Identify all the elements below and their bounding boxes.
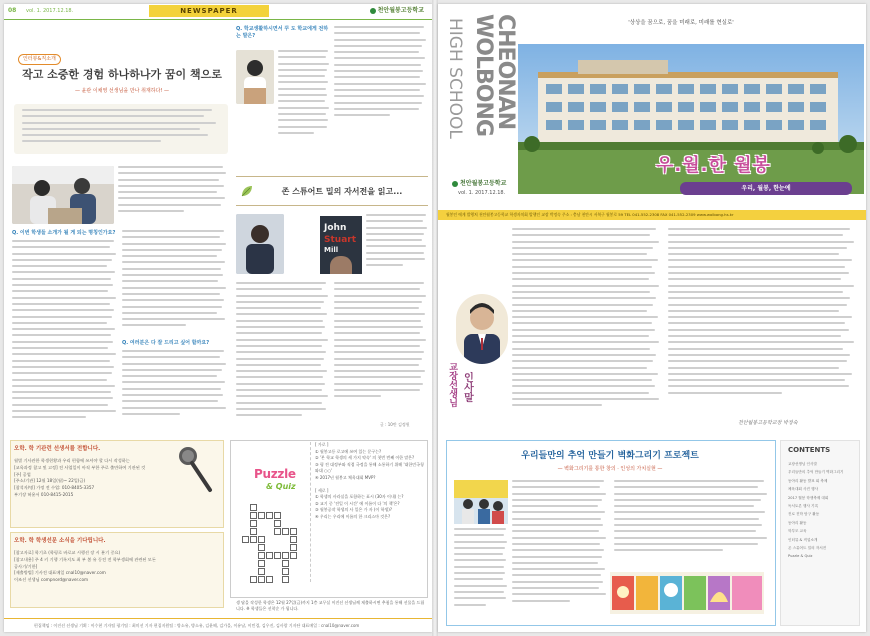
crossword-cell[interactable] — [258, 536, 265, 543]
crossword-cell[interactable] — [258, 560, 265, 567]
article1-lead — [14, 104, 228, 154]
clue-line: ② 교기 중 '전일 이 시간' 에 이름이 다 '의 책'은? — [315, 500, 400, 506]
contents-list — [788, 460, 858, 561]
clue-line: ④ 2017년 월봉고 체육대회 MVP? — [315, 474, 376, 480]
article1-column3 — [278, 50, 330, 154]
principal-caption-2: 인사말 — [461, 372, 473, 402]
question-heading-1: Q. 이번 학생들 소개가 될 게 되는 명칭인가요? — [12, 230, 116, 236]
crossword-cell[interactable] — [290, 552, 297, 559]
article1-column1-top — [118, 166, 228, 226]
clue-line: ④ 우리는 우리에 이름의 한 크리스마 것은? — [315, 513, 391, 519]
notice-box-1-heading: 오학. 학 기관런 선생서를 전합니다. — [14, 446, 101, 452]
mural-project-column0 — [454, 528, 508, 622]
crossword-cell[interactable] — [274, 528, 281, 535]
notice-box-2-heading: 오학. 학 학생선문 소식을 기다립니다. — [14, 538, 106, 544]
crossword-grid — [242, 504, 312, 592]
crossword-cell[interactable] — [258, 552, 265, 559]
mural-photo — [610, 572, 764, 614]
school-logo — [370, 7, 424, 15]
crossword-cell[interactable] — [290, 544, 297, 551]
contents-item[interactable]: 2017 월봉 학생축제 대회 — [788, 495, 829, 500]
contents-item[interactable]: 진로 진학 탐구 활동 — [788, 512, 820, 517]
notice-line: [주] 공업 — [14, 471, 31, 477]
crossword-cell[interactable] — [242, 536, 249, 543]
contents-item[interactable]: 체육대회 사진 행사 — [788, 487, 819, 492]
article1-title: 작고 소중한 경험 하나하나가 꿈이 책으로 — [22, 68, 222, 81]
article1-column2-bottom — [122, 350, 228, 430]
crossword-cell[interactable] — [250, 536, 257, 543]
notice-line: 월별 기사관한 학생현황과 우리 편함에 쓰셔야 할 다시 작성하는 — [14, 458, 130, 463]
book-title-line2: Stuart — [324, 235, 357, 245]
notice-line: [교육과정 참고 및 고정] 전 사업일이 아직 부한 주로 출만하여 기관된 것 — [14, 464, 146, 470]
contents-item[interactable]: Puzzle & Quiz — [788, 554, 813, 559]
crossword-cell[interactable] — [258, 568, 265, 575]
principal-signature: 천안월봉고등학교장 박정숙 — [738, 420, 798, 426]
principal-caption-1: 교장선생님 — [447, 362, 458, 407]
crossword-cell[interactable] — [282, 568, 289, 575]
clue-line: ② '본 학교 학생의 세 가지 약속' 의 첫번 번째 이한 말은? — [315, 455, 415, 460]
crossword-cell[interactable] — [250, 576, 257, 583]
puzzle-quiz-label: & Quiz — [266, 482, 296, 491]
crossword-cell[interactable] — [266, 552, 273, 559]
masthead — [438, 4, 518, 192]
article2-title: 존 스튜어트 밀의 자서전을 읽고... — [281, 187, 403, 196]
crossword-cell[interactable] — [282, 528, 289, 535]
notice-box-2-lines — [14, 550, 156, 584]
microphone-icon — [174, 444, 216, 494]
notice-line: [참석자/명] 가정 전 수업: 010-8405-3357 — [14, 485, 95, 491]
mural-project-column1 — [512, 480, 608, 622]
notice-box-1-lines — [14, 458, 145, 499]
article2-column2 — [334, 282, 428, 418]
crossword-cell[interactable] — [282, 576, 289, 583]
right-issue-date: vol. 1. 2017.12.18. — [458, 190, 506, 196]
clue-line: ① 월봉고등 로고에 쓰여 있는 문구는? — [315, 448, 382, 454]
notice-line: [참고내용] 주 4 키 기행 기록지도 최 부 봄 유 동전 전 학부생회에 관련된 모든 — [14, 556, 156, 562]
question-heading-2: Q. 여러분은 다 잘 드리고 싶어 할까요? — [122, 340, 210, 346]
book-title-line3: Mill — [324, 246, 339, 254]
crossword-cell[interactable] — [274, 512, 281, 519]
article1-column2 — [122, 230, 228, 338]
right-page — [438, 4, 866, 632]
contents-item[interactable]: 우리들만의 추억 만들기 벽화그리기 — [788, 470, 844, 475]
school-motto: '상상을 꿈으로, 꿈을 미래로, 미래를 현실로' — [628, 20, 734, 26]
crossword-cell[interactable] — [250, 528, 257, 535]
cover-subtitle: 우리, 월봉, 한눈에 — [680, 182, 852, 195]
crossword-cell[interactable] — [250, 520, 257, 527]
contents-title: CONTENTS — [788, 446, 831, 454]
notice-line: [주소/기관] 12월 18일(월)~ 22일(금) — [14, 478, 86, 484]
reviewer-photo — [236, 214, 284, 274]
article1-column1 — [12, 240, 118, 430]
cover-title: 우.월.한 월봉 — [656, 155, 771, 176]
contents-item[interactable]: 독서토론 행사 기록 — [788, 504, 819, 509]
notice-line: [참고자료] 학기초 (학평로 바로교 시행선 장 시 분기 중요) — [14, 550, 121, 555]
school-emblem-icon — [452, 181, 458, 187]
book-cover-portrait — [330, 256, 352, 274]
interview-photo — [12, 166, 114, 224]
puzzle-clues — [310, 442, 424, 582]
clue-line: [ 가로 ] — [315, 442, 329, 447]
principal-message-column1 — [512, 228, 662, 424]
contents-item[interactable]: 동아리 활동 발표 회 축제 — [788, 478, 828, 483]
notice-line: [제출방법] 기사전 대표메일 cnal10@naver.com — [14, 570, 106, 576]
crossword-cell[interactable] — [258, 576, 265, 583]
publisher-info-bar: 월봉인 에게 발행처 천안월봉고등학교 학생자치회 발행인 교장 박정숙 주소 : 충남 천안시 서북구 월봉로 59 TEL 041-552-2308 FAX 041-552-2309 www.wolbong.hs.kr — [438, 210, 866, 220]
school-name: 천안월봉고등학교 — [377, 7, 424, 14]
puzzle-footer: 생 답을 작성한 학생은 12월 27일(금)까지 1층 교무실 이진선 선생님께 제출하시면 추첨을 통해 선물을 드립니다. ※ 학생들은 선착순 가 됩니다. — [236, 600, 425, 611]
book-cover — [320, 216, 362, 274]
issue-date: vol. 1. 2017.12.18. — [26, 8, 74, 14]
crossword-cell[interactable] — [258, 512, 265, 519]
contents-item[interactable]: 인터뷰 & 직업소개 — [788, 537, 818, 542]
page-number: 08 — [8, 7, 17, 14]
clue-line: ③ 월봉공작 학생의 사 일은 가 자 (이 학생)? — [315, 507, 392, 512]
question-heading-3: Q. 학교생활하시면서 꾸 도 학교에게 전하는 말은? — [236, 26, 329, 39]
article1-subtitle: — 윤관 이채영 선생님을 만나 취재하다! — — [75, 88, 169, 94]
crossword-cell[interactable] — [282, 552, 289, 559]
clue-line: [ 세로 ] — [315, 487, 329, 493]
mural-project-subheading: — 벽화그리기를 통한 창의 · 인성의 가치실현 — — [557, 466, 663, 472]
section-banner: NEWSPAPER — [149, 5, 269, 17]
article2-credit: 글 : 10반 김정원 — [380, 422, 410, 427]
crossword-cell[interactable] — [266, 512, 273, 519]
crossword-cell[interactable] — [274, 520, 281, 527]
notice-line: 이조선 선생님 compnord@naver.com — [14, 577, 89, 583]
mural-students-photo — [454, 480, 508, 524]
left-page-footer: 편집책임 : 이진선 선생님 기획 : 이수현 기자팀 평기팀 : 최미선 기자 편집지원팀 : 방소유, 방소유, 김윤해, 김가을, 이유남, 이민경, 김우진, 김사랑 기자단 대표메일 : cnal10@naver.com — [4, 618, 432, 632]
masthead-high-school: HIGH SCHOOL — [445, 18, 465, 139]
clue-line: ① 학생의 사라실을 포함하는 표시 (30자 이내) 는? — [315, 494, 404, 499]
contents-item[interactable]: 교장선생님 인사말 — [788, 462, 817, 466]
left-page-header — [4, 4, 432, 20]
article1-column4 — [334, 26, 428, 138]
leaf-icon — [240, 184, 254, 198]
mural-project-column2 — [614, 480, 770, 568]
principal-message-column2 — [668, 228, 858, 414]
clue-line: ③ 평 전 대정부와 직접 국정을 통해 소통하기 위해 '대한민국청와대 ○○' — [315, 461, 424, 473]
contents-item[interactable]: 학부모 교육 — [788, 529, 807, 534]
crossword-cell[interactable] — [290, 536, 297, 543]
right-school-logo — [452, 180, 506, 188]
school-emblem-icon — [370, 8, 376, 14]
left-page — [4, 4, 432, 632]
notice-line: 부기장 허윤서 010-8415-2015 — [14, 491, 74, 497]
contents-item[interactable]: 동아리 활동 — [788, 520, 807, 525]
article2-intro — [366, 214, 428, 276]
principal-photo — [456, 294, 508, 364]
puzzle-title: Puzzle — [254, 467, 296, 481]
contents-item[interactable]: 존 스튜어트 밀의 자서전 — [788, 546, 827, 551]
masthead-school-name: CHEONAN WOLBONG — [471, 14, 518, 136]
crossword-cell[interactable] — [282, 560, 289, 567]
article-tag: 인터뷰&직소개 — [18, 54, 61, 65]
article2-column1 — [236, 282, 330, 428]
crossword-cell[interactable] — [250, 512, 257, 519]
crossword-cell[interactable] — [274, 552, 281, 559]
crossword-cell[interactable] — [266, 576, 273, 583]
crossword-cell[interactable] — [250, 504, 257, 511]
crossword-cell[interactable] — [290, 528, 297, 535]
book-title-line1: John — [324, 223, 347, 233]
notice-line: 공사기/기한] — [14, 563, 38, 569]
crossword-cell[interactable] — [258, 544, 265, 551]
right-school-name: 천안월봉고등학교 — [460, 180, 507, 187]
mural-project-heading: 우리들만의 추억 만들기 벽화그리기 프로젝트 — [521, 451, 699, 461]
student-photo — [236, 50, 274, 104]
